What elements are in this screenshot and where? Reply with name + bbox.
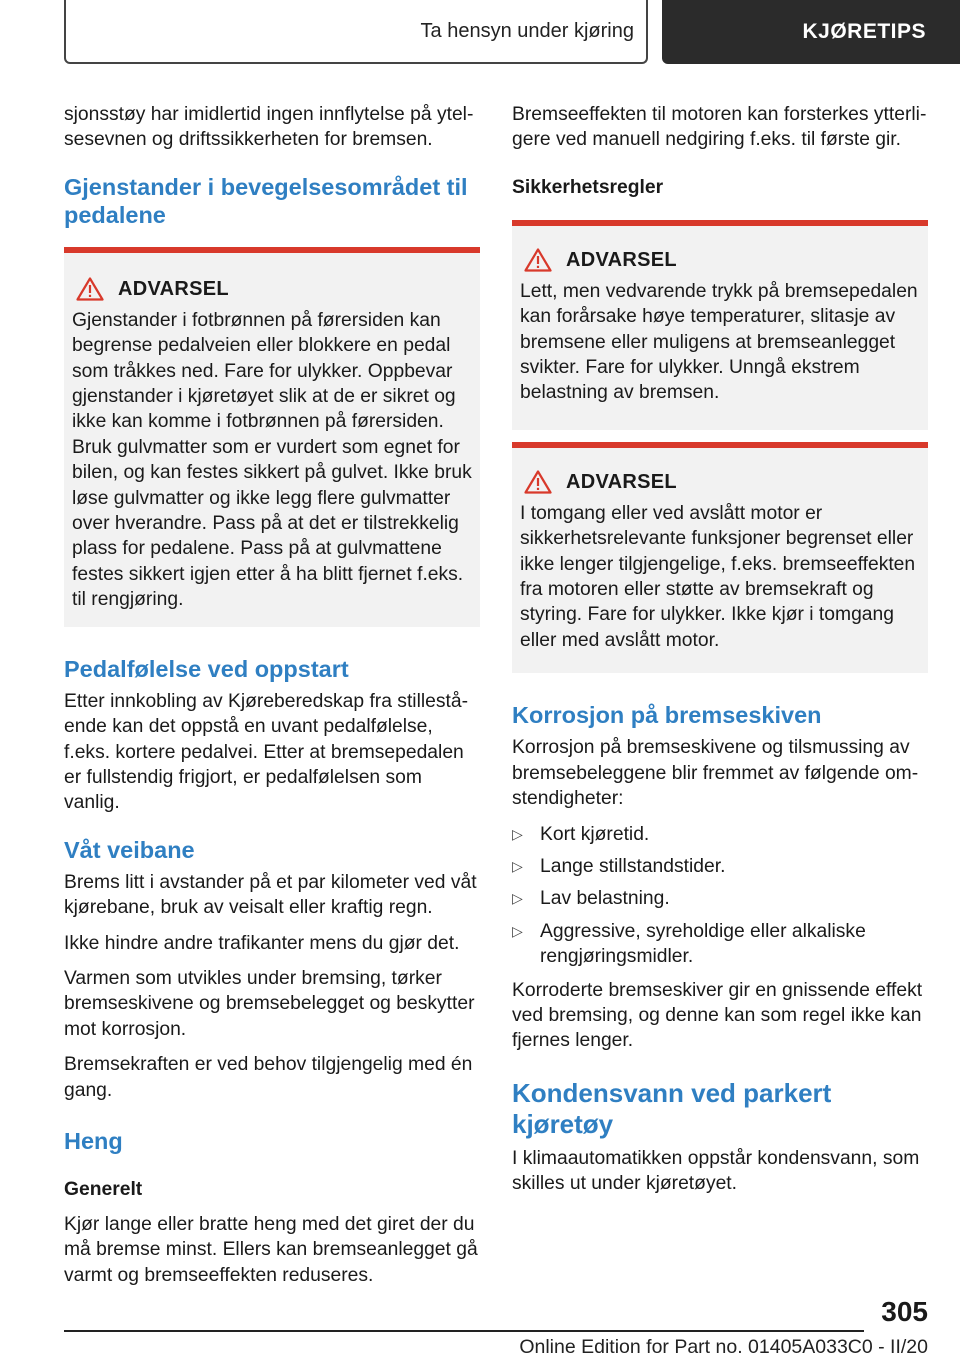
warning-box <box>512 220 928 430</box>
warning-label: ADVARSEL <box>118 277 229 300</box>
left-column <box>64 102 480 1298</box>
page-number: 305 <box>881 1296 928 1327</box>
footer-divider <box>64 1330 864 1332</box>
warning-text: Lett, men vedvarende trykk på bremsepedalen kan forårsake høye temperaturer, slitasje av bremsene eller muligens at bremseanlegget svikter. Fare for ulykker. Unngå ekstrem belastning av bremsen. <box>520 280 918 404</box>
right-column <box>512 102 928 1207</box>
warning-box <box>64 247 480 627</box>
bullet-triangle-icon: ▷ <box>512 857 523 874</box>
wet-road-p3: Varmen som utvikles under bremsing, tørker bremseskivene og bremsebelegget og beskytter mot korrosjon. <box>64 967 475 1040</box>
warning-label: ADVARSEL <box>566 248 677 271</box>
warning-label: ADVARSEL <box>566 470 677 493</box>
wet-road-p4: Bremsekraften er ved behov tilgjengelig med én gang. <box>64 1054 473 1101</box>
list-item-text: Lav belastning. <box>540 888 670 910</box>
section-obstacles <box>64 173 480 627</box>
corrosion-list <box>512 822 928 970</box>
list-item <box>512 854 928 879</box>
warning-triangle-icon <box>524 248 552 272</box>
list-item-text: Kort kjøretid. <box>540 823 650 845</box>
warning-title <box>520 248 920 273</box>
wet-road-p1: Brems litt i avstander på et par kilometer ved våt kjørebane, bruk av veisalt eller kraftig regn. <box>64 871 477 919</box>
warning-box <box>512 442 928 673</box>
section-condensation <box>512 1078 928 1197</box>
heading-safety-rules: Sikkerhetsregler <box>512 176 664 198</box>
warning-text: I tomgang eller ved avslått motor er sikkerhetsrelevante funksjoner begrenset eller ikke lenger tilgjengelige, f.eks. bremseeffekten fra motoren eller støtte av bremsekraft og styring. Fare for ulykker. Ikke kjør i tomgang eller med avslått motor. <box>520 502 916 651</box>
list-item <box>512 886 928 911</box>
warning-triangle-icon <box>524 470 552 494</box>
list-item-text: Aggressive, syreholdige eller alkaliske rengjøringsmidler. <box>540 920 866 968</box>
list-item <box>512 822 928 847</box>
heading-corrosion: Korrosjon på bremseskiven <box>512 702 822 729</box>
warning-title <box>520 470 920 495</box>
edition-note: Online Edition for Part no. 01405A033C0 - II/20 <box>519 1336 928 1358</box>
heading-obstacles: Gjenstander i bevegelsesområdet til pedalene <box>64 173 468 228</box>
chapter-tab: KJØRETIPS <box>662 0 960 64</box>
corrosion-text: Korrosjon på bremseskivene og tilsmussing av bremsebeleggene blir fremmet av følgende omstendigheter: <box>512 737 919 810</box>
corrosion-after-text: Korroderte bremseskiver gir en gnissende effekt ved bremsing, og denne kan som regel ikke kan fjernes lenger. <box>512 979 923 1052</box>
heading-slopes: Heng <box>64 1127 123 1154</box>
heading-pedal-feel: Pedalfølelse ved oppstart <box>64 655 349 682</box>
heading-condensation: Kondensvann ved parkert kjøretøy <box>512 1077 832 1139</box>
warning-title <box>72 277 472 302</box>
list-item <box>512 919 928 970</box>
warning-text: Gjenstander i fotbrønnen på førersiden kan begrense pedalveien eller blokkere en pedal som tråkkes ned. Fare for ulykker. Oppbevar gjenstander i kjøretøyet slik at de er sikret og ikke kan komme i fotbrønnen på førersiden. Bruk gulvmatter som er vurdert som egnet for bilen, og kan festes sikkert på gulvet. Ikke bruk løse gulvmatter og ikke legg flere gulvmatter over hverandre. Pass på at det er tilstrekkelig plass for pedalene. Pass på at gulvmattene festes sikkert igjen etter å ha blitt fjernet f.eks. til rengjøring. <box>72 309 472 611</box>
subheading-general: Generelt <box>64 1178 143 1200</box>
pedal-feel-text: Etter innkobling av Kjøreberedskap fra stillestående kan det oppstå en uvant pedalfølelse, f.eks. kortere pedalvei. Etter at bremsepedalen er fullstendig frigjort, er pedalfølelsen som vanlig. <box>64 690 469 814</box>
heading-wet-road: Våt veibane <box>64 836 195 863</box>
section-title: Ta hensyn under kjøring <box>64 0 648 64</box>
section-safety-rules <box>512 175 928 673</box>
warning-triangle-icon <box>76 277 104 301</box>
page-header <box>0 0 960 66</box>
condensation-text: I klimaautomatikken oppstår kondensvann, som skilles ut under kjøretøyet. <box>512 1147 920 1195</box>
bullet-triangle-icon: ▷ <box>512 890 523 907</box>
section-slopes <box>64 1127 480 1288</box>
bullet-triangle-icon: ▷ <box>512 825 523 842</box>
bullet-triangle-icon: ▷ <box>512 922 523 939</box>
section-wet-road <box>64 836 480 1103</box>
intro-paragraph: sjonsstøy har imidlertid ingen innflytelse på ytelsesevnen og driftssikkerheten for bremsen. <box>64 104 474 151</box>
right-intro-paragraph: Bremseeffekten til motoren kan forsterkes ytterligere ved manuell nedgiring f.eks. til første gir. <box>512 104 927 151</box>
list-item-text: Lange stillstandstider. <box>540 855 726 877</box>
slopes-text: Kjør lange eller bratte heng med det giret der du må bremse minst. Ellers kan bremseanlegget gå varmt og bremseeffekten reduseres. <box>64 1213 478 1286</box>
section-corrosion <box>512 701 928 1053</box>
section-pedal-feel <box>64 655 480 816</box>
wet-road-p2: Ikke hindre andre trafikanter mens du gjør det. <box>64 932 460 954</box>
